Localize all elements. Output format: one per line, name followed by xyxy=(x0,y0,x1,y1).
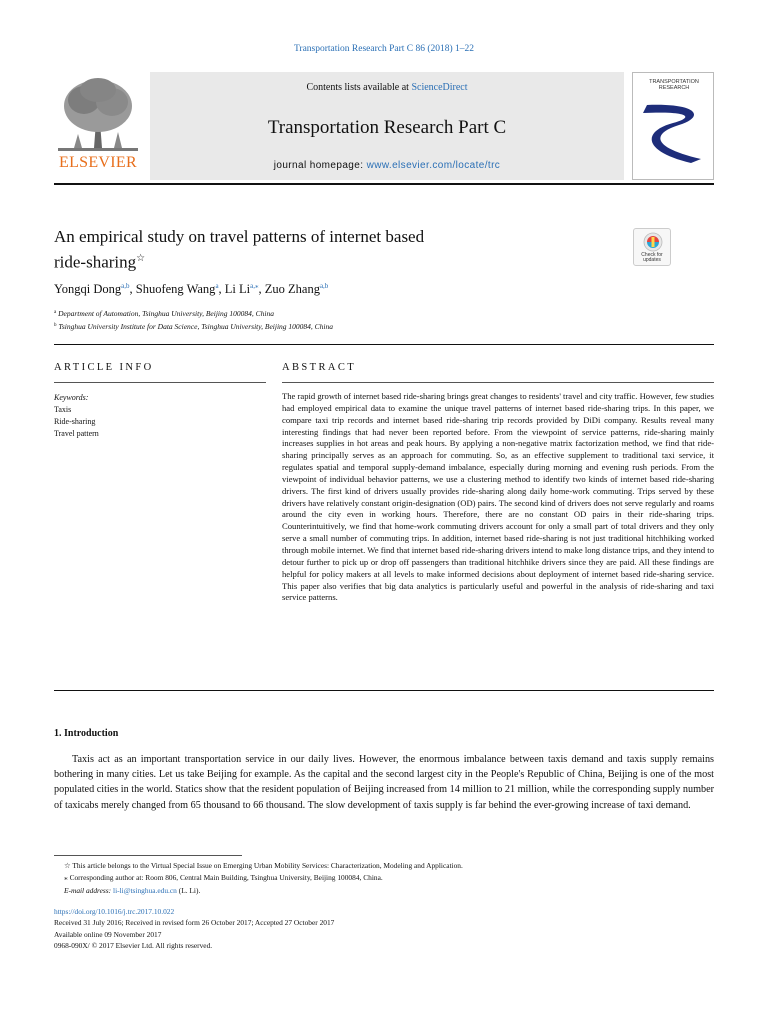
footnotes xyxy=(54,860,714,897)
abstract-text: The rapid growth of internet based ride-sharing brings great changes to residents' travel and city traffic. However, few studies had employed empirical data to examine the unique travel patterns of internet based ride-sharing trips. In this paper, we compare taxi trip records and internet based ride-sharing trip records provided by DiDi company. Results reveal many interesting findings that had never been reported before. From the viewpoint of service patterns, ride-sharing mainly increases supplies in hot areas and peak hours. By applying a non-negative matrix factorization method, we find that ride-sharing principally serves as an approach for commuting. So, as an effective supplement to traditional taxi service, it regulates spatial and temporal supply-demand imbalance, especially during morning and evening rush periods. From the viewpoint of individual behavior patterns, we use a clustering method to identify two kinds of internet based ride-sharing drivers. The first kind of drivers usually provides ride-sharing along daily home-work commuting. Trips served by these drivers have relatively constant origin-designation (OD) pairs. The second kind of drivers does not serve regularly and roams around the city even in working hours. Therefore, there are no constant OD pairs in their ride-sharing trips. Counterintuitively, we find that home-work commuting drivers account for only a small part of total drivers and they only serve a small number of commuting trips. In addition, internet based ride-sharing is not just traditional hitchhiking worked through mobile internet. We find that internet based ride-sharing drivers intend to make long distance trips, and they intend to detour further to pick up or drop off passengers than traditional hitchhike drivers since they are paid. All these findings are helpful for policy makers at all levels to make informed decisions about deployment of internet based ride-sharing service. This paper also verifies that big data analytics is particularly useful and powerful in the analysis of ride-sharing and taxi service patterns. xyxy=(282,391,714,603)
crossmark-label: Check for updates xyxy=(641,252,663,263)
journal-homepage-link[interactable]: www.elsevier.com/locate/trc xyxy=(366,160,501,171)
author-name[interactable]: Li Li xyxy=(224,282,251,296)
journal-masthead xyxy=(54,70,714,185)
author-separator: , xyxy=(129,282,136,296)
homepage-line: journal homepage: www.elsevier.com/locate/trc xyxy=(273,160,501,171)
author-name[interactable]: Shuofeng Wang xyxy=(135,282,216,296)
abstract-rule xyxy=(282,382,714,383)
article-info-rule xyxy=(54,382,266,383)
publication-info xyxy=(54,906,714,952)
footnote-star: ☆ This article belongs to the Virtual Special Issue on Emerging Urban Mobility Services: Characterization, Modeling and Application. xyxy=(64,861,463,870)
masthead-rule xyxy=(54,183,714,185)
author-list xyxy=(54,282,654,297)
sciencedirect-link[interactable]: ScienceDirect xyxy=(411,82,468,93)
journal-name: Transportation Research Part C xyxy=(267,117,507,138)
abstract-bottom-rule xyxy=(54,690,714,691)
email-link[interactable]: li-li@tsinghua.edu.cn xyxy=(113,885,177,895)
affiliation-a: $^a$ Department of Automation, Tsinghua University, Beijing 100084, China xyxy=(54,309,274,318)
affiliations xyxy=(54,307,654,333)
author-affiliation-mark[interactable]: a,b xyxy=(121,282,130,290)
received-dates: Received 31 July 2016; Received in revised form 26 October 2017; Accepted 27 October 2017 xyxy=(54,918,335,928)
introduction-paragraph: Taxis act as an important transportation service in our daily lives. However, the enormous imbalance between taxis demand and taxis supply remains bothering in many cities. Let us take Beijing for example. As the capital and the second largest city in the People's Republic of China, Beijing is one of the most populated cities in the world. Statics show that the resident population of Beijing increased from 14 million to 21 million, while the corresponding supply number of taxicabs merely changed from 65 thousand to 66 thousand. The slow development of taxis supply is far behind the ever-growing increase of taxi demand. xyxy=(54,754,714,811)
copyright: 0968-090X/ © 2017 Elsevier Ltd. All rights reserved. xyxy=(54,941,213,951)
title-footnote-mark[interactable]: ☆ xyxy=(136,253,146,264)
author-affiliation-mark[interactable]: a xyxy=(215,282,219,290)
keywords-label: Keywords: xyxy=(54,393,89,402)
journal-info-box xyxy=(150,72,624,180)
footnote-rule xyxy=(54,855,242,856)
author-name[interactable]: Yongqi Dong xyxy=(54,282,122,296)
check-for-updates-badge[interactable] xyxy=(633,228,671,266)
author-separator: , xyxy=(258,282,265,296)
crossmark-icon xyxy=(643,232,663,252)
author-separator: , xyxy=(218,282,225,296)
article-info-heading: ARTICLE INFO xyxy=(54,362,154,373)
doi-link[interactable]: https://doi.org/10.1016/j.trc.2017.10.022 xyxy=(54,907,175,916)
introduction-heading: 1. Introduction xyxy=(54,728,119,739)
available-online: Available online 09 November 2017 xyxy=(54,929,162,939)
publisher-name: ELSEVIER xyxy=(59,154,137,171)
keywords-block xyxy=(54,392,254,440)
abstract-heading: ABSTRACT xyxy=(282,362,357,373)
article-title: An empirical study on travel patterns of internet based ride-sharing☆ xyxy=(54,227,425,272)
author-affiliation-mark[interactable]: a,⁎ xyxy=(250,282,259,290)
keyword-item: Travel pattern xyxy=(54,429,99,438)
cover-road-image xyxy=(639,95,709,165)
journal-citation[interactable]: Transportation Research Part C 86 (2018) 1–22 xyxy=(293,44,475,54)
footnote-email: E-mail address: li-li@tsinghua.edu.cn (L. Li). xyxy=(64,885,201,895)
keyword-item: Taxis xyxy=(54,405,72,414)
header-rule xyxy=(54,344,714,345)
contents-line: Contents lists available at ScienceDirect xyxy=(306,82,468,93)
footnote-corresponding: ⁎ Corresponding author at: Room 806, Central Main Building, Tsinghua University, Beijing 100084, China. xyxy=(64,873,383,883)
cover-title: TRANSPORTATION RESEARCH xyxy=(649,79,699,91)
journal-cover-thumbnail[interactable] xyxy=(632,72,714,180)
author-name[interactable]: Zuo Zhang xyxy=(264,282,320,296)
keyword-item: Ride-sharing xyxy=(54,417,96,426)
affiliation-b: $^b$ Tsinghua University Institute for Data Science, Tsinghua University, Beijing 100084, China xyxy=(54,322,334,331)
author-affiliation-mark[interactable]: a,b xyxy=(319,282,329,290)
